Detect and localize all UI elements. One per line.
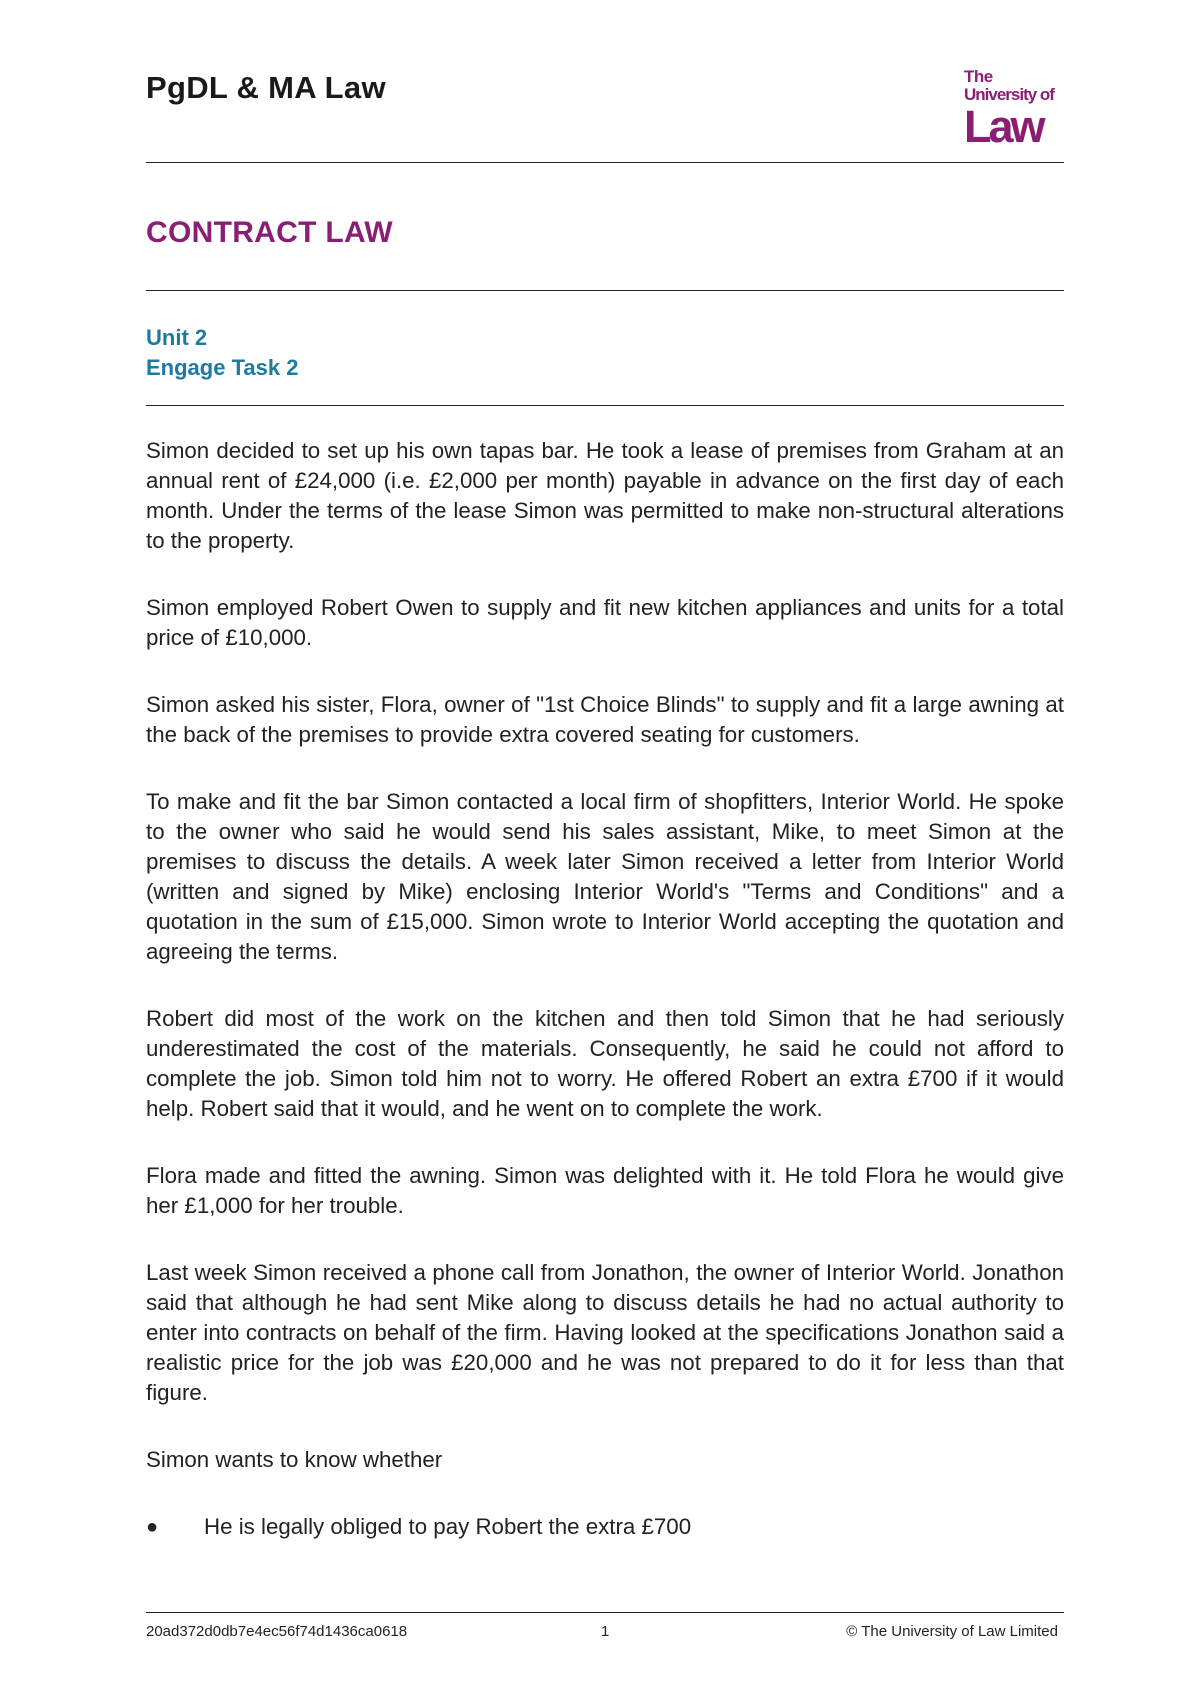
page-footer bbox=[146, 1612, 1064, 1647]
header-divider bbox=[146, 162, 1064, 163]
footer-page-number: 1 bbox=[601, 1623, 610, 1640]
paragraph: Robert did most of the work on the kitchen and then told Simon that he had seriously underestimated the cost of the materials. Consequently, he said he could not afford to complete the job. Simon told him not to worry. He offered Robert an extra £700 if it would help. Robert said that it would, and he went on to complete the work. bbox=[146, 1006, 1064, 1121]
document-page bbox=[146, 0, 1064, 1696]
paragraph: Simon employed Robert Owen to supply and fit new kitchen appliances and units for a total price of £10,000. bbox=[146, 595, 1064, 650]
footer-document-id: 20ad372d0db7e4ec56f74d1436ca0618 bbox=[146, 1623, 408, 1640]
logo-text-law: Law bbox=[964, 101, 1043, 152]
unit-heading bbox=[146, 323, 298, 383]
section-divider bbox=[146, 290, 1064, 291]
paragraph: To make and fit the bar Simon contacted a local firm of shopfitters, Interior World. He spoke to the owner who said he would send his sales assistant, Mike, to meet Simon at the premises to discuss the details. A week later Simon received a letter from Interior World (written and signed by Mike) enclosing Interior World's "Terms and Conditions" and a quotation in the sum of £15,000. Simon wrote to Interior World accepting the quotation and agreeing the terms. bbox=[146, 789, 1064, 964]
paragraph: Simon decided to set up his own tapas bar. He took a lease of premises from Graham at an annual rent of £24,000 (i.e. £2,000 per month) payable in advance on the first day of each month. Under the terms of the lease Simon was permitted to make non-structural alterations to the property. bbox=[146, 438, 1064, 553]
body-text bbox=[146, 436, 1064, 1542]
section-title: CONTRACT LAW bbox=[146, 216, 393, 249]
logo-text-the: The bbox=[964, 67, 993, 86]
bullet-dot-icon: ● bbox=[146, 1516, 159, 1538]
task-label: Engage Task 2 bbox=[146, 355, 299, 380]
page-header-title: PgDL & MA Law bbox=[146, 70, 386, 105]
unit-label: Unit 2 bbox=[146, 325, 208, 350]
unit-divider bbox=[146, 405, 1064, 406]
footer-copyright: © The University of Law Limited bbox=[846, 1623, 1058, 1640]
paragraph: Last week Simon received a phone call from Jonathon, the owner of Interior World. Jonathon said that although he had sent Mike along to discuss details he had no actual authority to enter into contracts on behalf of the firm. Having looked at the specifications Jonathon said a realistic price for the job was £20,000 and he was not prepared to do it for less than that figure. bbox=[146, 1260, 1064, 1405]
paragraph: Flora made and fitted the awning. Simon was delighted with it. He told Flora he would give her £1,000 for her trouble. bbox=[146, 1163, 1064, 1218]
paragraph: Simon wants to know whether bbox=[146, 1447, 443, 1472]
university-of-law-logo bbox=[964, 67, 1062, 152]
bullet-item bbox=[146, 1512, 1064, 1542]
logo-text-university-of: University of bbox=[964, 85, 1054, 104]
bullet-text: He is legally obliged to pay Robert the extra £700 bbox=[204, 1514, 692, 1539]
paragraph: Simon asked his sister, Flora, owner of "1st Choice Blinds" to supply and fit a large awning at the back of the premises to provide extra covered seating for customers. bbox=[146, 692, 1064, 747]
